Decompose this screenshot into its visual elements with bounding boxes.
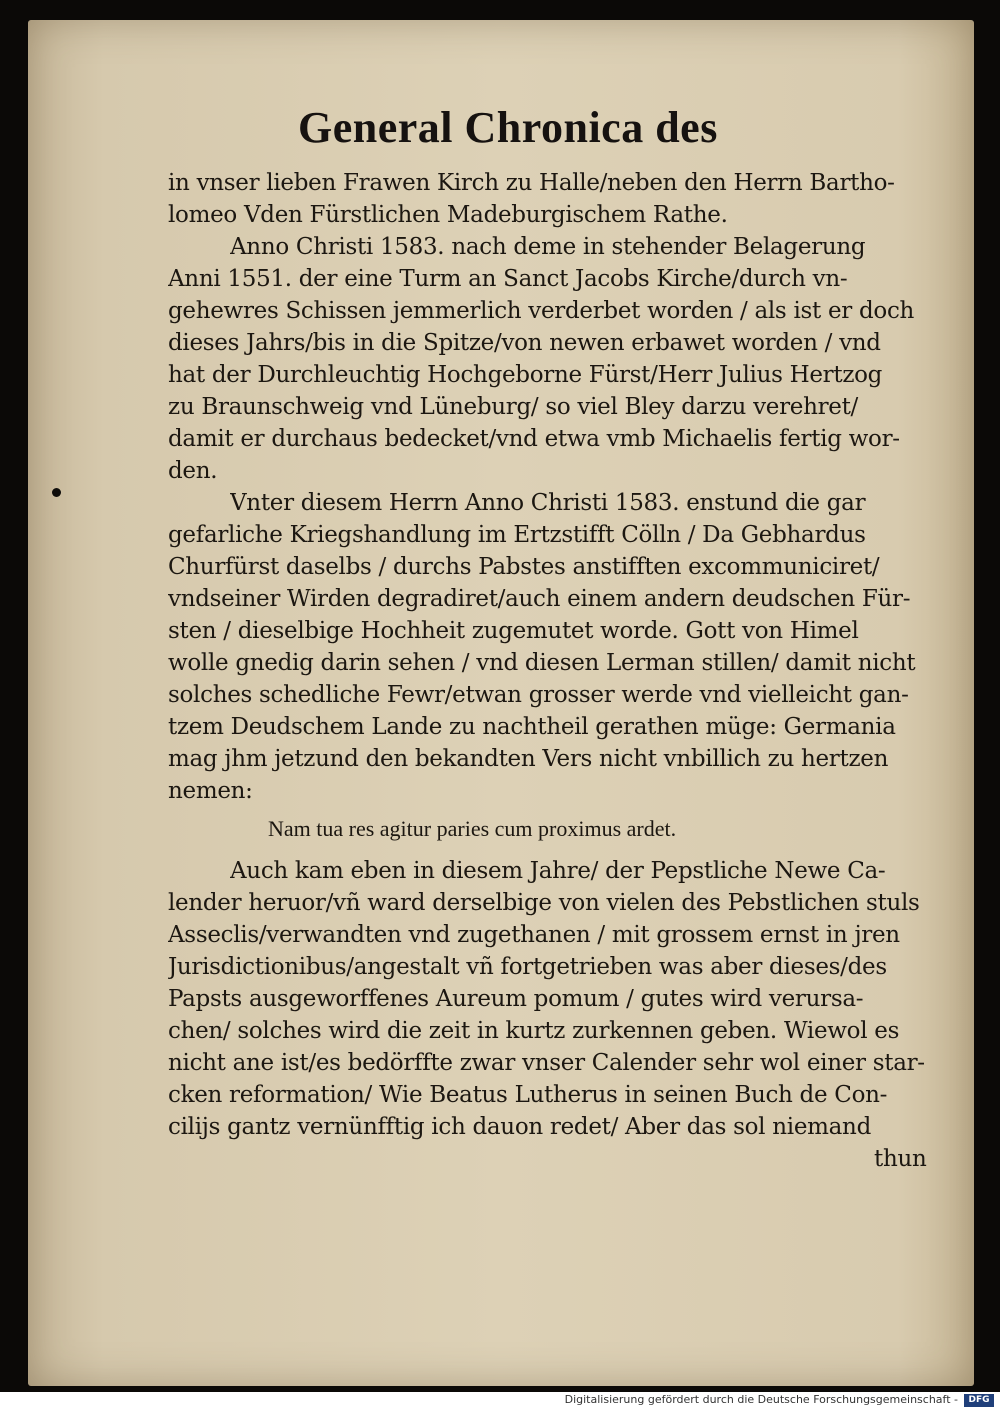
text-line: mag jhm jetzund den bekandten Vers nicht vnbillich zu hertzen xyxy=(168,746,889,772)
text-line: lender heruor/vñ ward derselbige von vielen des Pebstlichen stuls xyxy=(168,890,920,916)
book-page xyxy=(28,20,974,1386)
text-line: chen/ solches wird die zeit in kurtz zurkennen geben. Wiewol es xyxy=(168,1018,900,1044)
paragraph-first-line: Vnter diesem Herrn Anno Christi 1583. enstund die gar xyxy=(230,490,866,516)
paragraph-first-line: Auch kam eben in diesem Jahre/ der Pepstliche Newe Ca- xyxy=(230,858,886,884)
text-line: solches schedliche Fewr/etwan grosser werde vnd vielleicht gan- xyxy=(168,682,909,708)
margin-mark xyxy=(52,488,61,497)
text-line: lomeo Vden Fürstlichen Madeburgischem Rathe. xyxy=(168,202,728,228)
funding-credit: Digitalisierung gefördert durch die Deutsche Forschungsgemeinschaft - xyxy=(564,1393,958,1406)
text-line: hat der Durchleuchtig Hochgeborne Fürst/Herr Julius Hertzog xyxy=(168,362,883,388)
text-line: gefarliche Kriegshandlung im Ertzstifft Cölln / Da Gebhardus xyxy=(168,522,866,548)
text-line: dieses Jahrs/bis in die Spitze/von newen erbawet worden / vnd xyxy=(168,330,881,356)
text-line: den. xyxy=(168,458,218,484)
text-line: nemen: xyxy=(168,778,253,804)
text-line: nicht ane ist/es bedörffte zwar vnser Calender sehr wol einer star- xyxy=(168,1050,925,1076)
text-line: damit er durchaus bedecket/vnd etwa vmb Michaelis fertig wor- xyxy=(168,426,900,452)
text-line: tzem Deudschem Lande zu nachtheil gerathen müge: Germania xyxy=(168,714,896,740)
text-line: cilijs gantz vernünfftig ich dauon redet/ Aber das sol niemand xyxy=(168,1114,871,1140)
text-line: wolle gnedig darin sehen / vnd diesen Lerman stillen/ damit nicht xyxy=(168,650,916,676)
text-line: gehewres Schissen jemmerlich verderbet worden / als ist er doch xyxy=(168,298,915,324)
text-line: zu Braunschweig vnd Lüneburg/ so viel Bley darzu verehret/ xyxy=(168,394,858,420)
latin-quotation: Nam tua res agitur paries cum proximus ardet. xyxy=(268,816,677,841)
text-line: Anni 1551. der eine Turm an Sanct Jacobs Kirche/durch vn- xyxy=(168,266,848,292)
text-line: in vnser lieben Frawen Kirch zu Halle/neben den Herrn Bartho- xyxy=(168,170,895,196)
catchword: thun xyxy=(874,1146,927,1172)
text-line: Churfürst daselbs / durchs Pabstes anstifften excommuniciret/ xyxy=(168,554,880,580)
digitization-footer xyxy=(0,1392,1000,1410)
dfg-logo-icon: DFG xyxy=(964,1394,994,1407)
text-line: Papsts ausgeworffenes Aureum pomum / gutes wird verursa- xyxy=(168,986,864,1012)
text-line: Asseclis/verwandten vnd zugethanen / mit grossem ernst in jren xyxy=(168,922,900,948)
paragraph-first-line: Anno Christi 1583. nach deme in stehender Belagerung xyxy=(230,234,866,260)
text-line: cken reformation/ Wie Beatus Lutherus in seinen Buch de Con- xyxy=(168,1082,888,1108)
text-line: Jurisdictionibus/angestalt vñ fortgetrieben was aber dieses/des xyxy=(168,954,887,980)
running-head: General Chronica des xyxy=(298,103,718,152)
text-line: sten / dieselbige Hochheit zugemutet worde. Gott von Himel xyxy=(168,618,859,644)
text-line: vndseiner Wirden degradiret/auch einem andern deudschen Für- xyxy=(168,586,911,612)
